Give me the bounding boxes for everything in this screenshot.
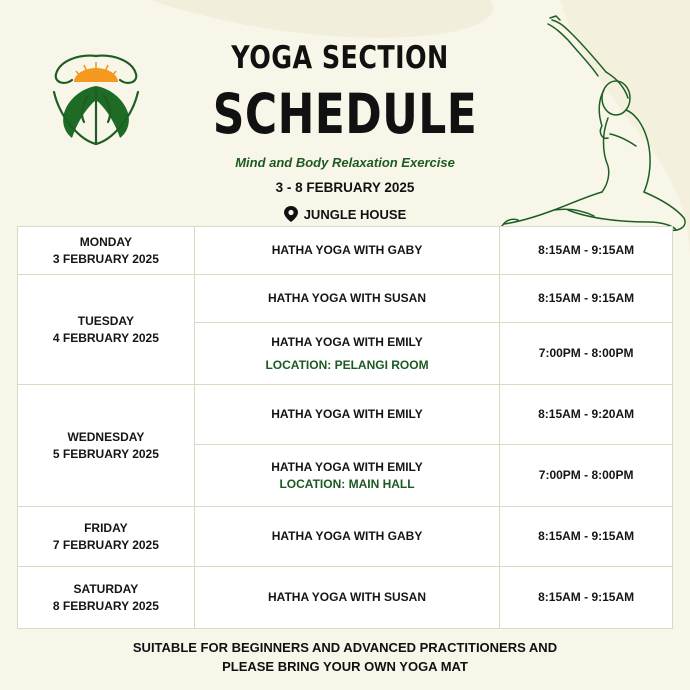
class-name: HATHA YOGA WITH GABY <box>271 243 423 257</box>
day-name: MONDAY <box>79 234 132 249</box>
class-location: LOCATION: PELANGI ROOM <box>265 357 429 372</box>
day-cell <box>18 567 195 629</box>
day-name: FRIDAY <box>84 520 128 535</box>
table-row <box>18 507 673 567</box>
table-row <box>18 567 673 629</box>
title-yoga-section: YOGA SECTION <box>231 40 449 76</box>
day-cell <box>18 227 195 275</box>
footer-line-2: PLEASE BRING YOUR OWN YOGA MAT <box>222 659 468 674</box>
day-name: TUESDAY <box>77 313 135 328</box>
class-name: HATHA YOGA WITH EMILY <box>271 334 423 349</box>
day-name: SATURDAY <box>73 581 139 596</box>
class-name: HATHA YOGA WITH SUSAN <box>268 590 427 604</box>
class-name: HATHA YOGA WITH EMILY <box>271 459 423 474</box>
class-name: HATHA YOGA WITH GABY <box>271 529 423 543</box>
venue <box>0 206 690 222</box>
class-cell <box>194 385 499 445</box>
venue-name: JUNGLE HOUSE <box>303 207 407 222</box>
day-date: 4 FEBRUARY 2025 <box>52 330 159 345</box>
class-cell <box>194 227 499 275</box>
day-name: WEDNESDAY <box>67 429 145 444</box>
subtitle: Mind and Body Relaxation Exercise <box>235 155 455 170</box>
time-cell: 8:15AM - 9:15AM <box>500 275 673 323</box>
class-name: HATHA YOGA WITH EMILY <box>271 407 423 421</box>
day-date: 5 FEBRUARY 2025 <box>52 446 159 461</box>
day-cell <box>18 275 195 385</box>
class-cell <box>194 507 499 567</box>
schedule-table <box>17 226 673 629</box>
event-dates: 3 - 8 FEBRUARY 2025 <box>275 180 415 195</box>
time-cell: 8:15AM - 9:20AM <box>500 385 673 445</box>
time-cell: 7:00PM - 8:00PM <box>500 323 673 385</box>
location-pin-icon <box>284 206 298 222</box>
class-cell <box>194 323 499 385</box>
day-cell <box>18 507 195 567</box>
class-cell <box>194 275 499 323</box>
day-date: 3 FEBRUARY 2025 <box>52 251 159 266</box>
class-location: LOCATION: MAIN HALL <box>279 476 415 491</box>
table-row <box>18 227 673 275</box>
title-schedule: SCHEDULE <box>212 82 478 146</box>
footer-note <box>0 638 690 676</box>
class-cell <box>194 567 499 629</box>
time-cell: 8:15AM - 9:15AM <box>500 567 673 629</box>
table-row <box>18 275 673 323</box>
time-cell: 8:15AM - 9:15AM <box>500 227 673 275</box>
time-cell: 8:15AM - 9:15AM <box>500 507 673 567</box>
time-cell: 7:00PM - 8:00PM <box>500 445 673 507</box>
class-name: HATHA YOGA WITH SUSAN <box>268 291 427 305</box>
class-cell <box>194 445 499 507</box>
day-cell <box>18 385 195 507</box>
footer-line-1: SUITABLE FOR BEGINNERS AND ADVANCED PRACTITIONERS AND <box>132 640 558 655</box>
table-row <box>18 385 673 445</box>
day-date: 7 FEBRUARY 2025 <box>52 537 159 552</box>
day-date: 8 FEBRUARY 2025 <box>52 598 159 613</box>
